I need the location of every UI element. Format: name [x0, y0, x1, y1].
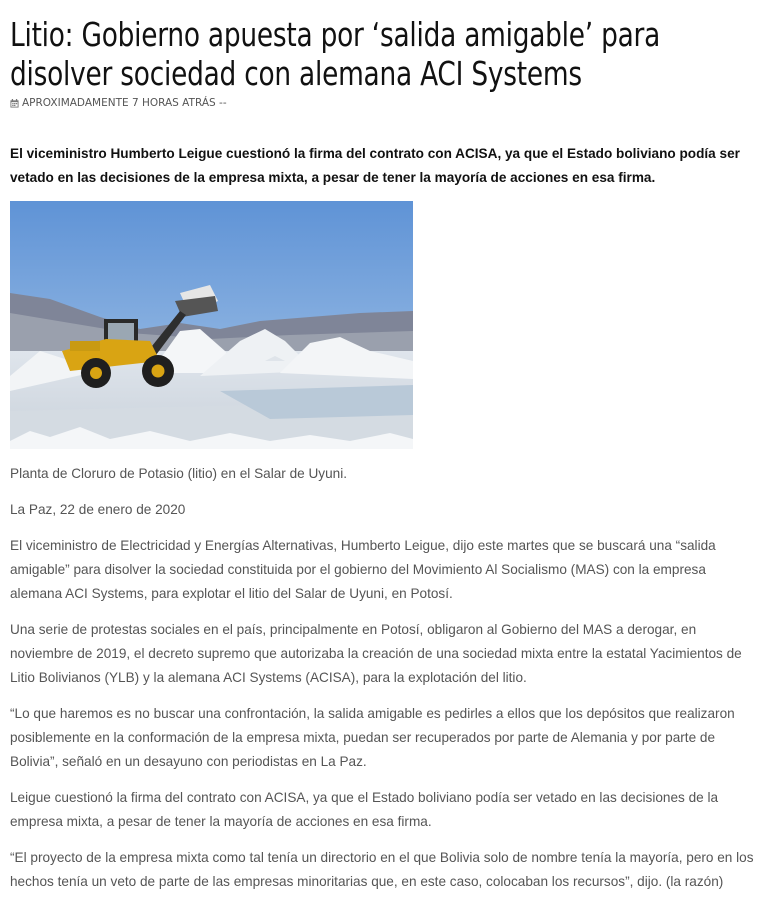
article-meta	[10, 94, 756, 112]
body-paragraph: “El proyecto de la empresa mixta como tal tenía un directorio en el que Bolivia solo de nombre tenía la mayoría, pero en los hechos tenía un veto de parte de las empresas minoritarias que, en este caso, colocaban los recursos”, dijo. (la razón)	[10, 850, 754, 889]
timestamp: APROXIMADAMENTE 7 HORAS ATRÁS --	[22, 97, 227, 109]
salt-flat-photo	[10, 201, 413, 449]
body-paragraph: “Lo que haremos es no buscar una confrontación, la salida amigable es pedirles a ellos que los depósitos que realizaron posiblemente en la conformación de la empresa mixta, puedan ser recuperados por parte de Alemania y por parte de Bolivia”, señaló en un desayuno con periodistas en La Paz.	[10, 706, 735, 769]
photo-caption: Planta de Cloruro de Potasio (litio) en el Salar de Uyuni.	[10, 466, 348, 481]
body-paragraph: El viceministro de Electricidad y Energías Alternativas, Humberto Leigue, dijo este martes que se buscará una “salida amigable” para disolver la sociedad constituida por el gobierno del Movimiento Al Socialismo (MAS) con la empresa alemana ACI Systems, para explotar el litio del Salar de Uyuni, en Potosí.	[10, 538, 716, 601]
calendar-icon	[10, 99, 19, 108]
dateline: La Paz, 22 de enero de 2020	[10, 502, 186, 517]
body-paragraph: Leigue cuestionó la firma del contrato con ACISA, ya que el Estado boliviano podía ser vetado en las decisiones de la empresa mixta, a pesar de tener la mayoría de acciones en esa firma.	[10, 790, 719, 829]
body-paragraph: Una serie de protestas sociales en el país, principalmente en Potosí, obligaron al Gobierno del MAS a derogar, en noviembre de 2019, el decreto supremo que autorizaba la creación de una sociedad mixta entre la estatal Yacimientos de Litio Bolivianos (YLB) y la alemana ACI Systems (ACISA), para la explotación del litio.	[10, 622, 742, 685]
headline: Litio: Gobierno apuesta por ‘salida amigable’ para disolver sociedad con alemana ACI Systems	[10, 15, 661, 93]
article-lead: El viceministro Humberto Leigue cuestionó la firma del contrato con ACISA, ya que el Estado boliviano podía ser vetado en las decisiones de la empresa mixta, a pesar de tener la mayoría de acciones en esa firma.	[10, 146, 740, 185]
